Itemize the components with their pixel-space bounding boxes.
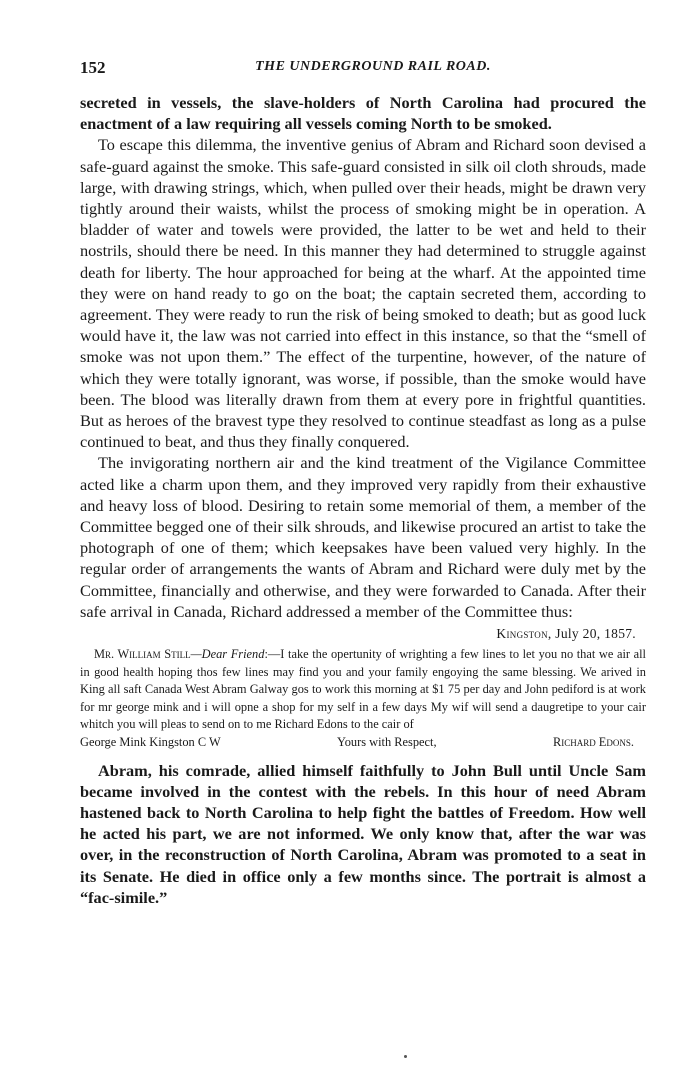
letter-closing-phrase: Yours with Respect, bbox=[337, 735, 437, 750]
page-number: 152 bbox=[80, 58, 106, 77]
letter-body bbox=[80, 646, 646, 734]
letter-salutation: —Dear Friend bbox=[190, 647, 265, 662]
book-title: THE UNDERGROUND RAIL ROAD. bbox=[255, 59, 491, 74]
letter-closing-address: George Mink Kingston C W bbox=[80, 735, 221, 750]
dateline-date: July 20, 1857. bbox=[555, 626, 636, 642]
dateline-place: Kingston, bbox=[496, 626, 552, 642]
paragraph-continuation: secreted in vessels, the slave-holders of North Carolina had procured the enactment of a law requiring all vessels coming North to be smoked. bbox=[80, 93, 646, 134]
letter-signature: Richard Edons. bbox=[552, 735, 634, 750]
letter-body-text: I take the opertunity of wrighting a few lines to let you no that we air all in good health hoping thos few lines may find you and your family engoying the same blessing. We arived in King all saft Canada West Abram Galway gos to work this morning at $1 75 per day and John pediford is at work for mr george mink and i will opne a shop for my self in a few days My wif will send a daugretipe to your cair whitch you will pleas to send on to me Richard Edons to the cair of bbox=[80, 647, 646, 732]
running-head bbox=[80, 58, 646, 82]
paragraph-vigilance-committee: The invigorating northern air and the kind treatment of the Vigilance Committee acted like a charm upon them, and they improved very rapidly from their exhaustive and heavy loss of blood. Desiring to retain some memorial of them, a member of the Committee begged one of their silk shrouds, and likewise procured an artist to take the photograph of one of them; which keepsakes have been valued very highly. In the regular order of arrangements the wants of Abram and Richard were duly met by the Committee, financially and otherwise, and they were forwarded to Canada. After their safe arrival in Canada, Richard addressed a member of the Committee thus: bbox=[80, 453, 646, 621]
book-page bbox=[80, 58, 646, 908]
letter-salutation-punct: :— bbox=[264, 647, 281, 662]
page-mark bbox=[404, 1055, 407, 1058]
quoted-letter bbox=[80, 646, 646, 752]
paragraph-abram-fate: Abram, his comrade, allied himself faithfully to John Bull until Uncle Sam became involved in the contest with the rebels. In this hour of need Abram hastened back to North Carolina to help fight the battles of Freedom. How well he acted his part, we are not informed. We only know that, after the war was over, in the reconstruction of North Carolina, Abram was promoted to a seat in its Senate. He died in office only a few months since. The portrait is almost a “fac-simile.” bbox=[80, 760, 646, 907]
letter-addressee: Mr. William Still bbox=[94, 647, 191, 662]
letter-dateline bbox=[80, 624, 636, 644]
paragraph-safeguard: To escape this dilemma, the inventive genius of Abram and Richard soon devised a safe-guard against the smoke. This safe-guard consisted in silk oil cloth shrouds, made large, with drawing strings, which, when pulled over their heads, might be drawn very tightly around their waists, whilst the process of smoking might be in operation. A bladder of water and towels were provided, the latter to be wet and held to their nostrils, should there be need. In this manner they had determined to struggle against death for liberty. The hour approached for being at the wharf. At the appointed time they were on hand ready to go on the boat; the captain secreted them, according to agreement. They were ready to run the risk of being smoked to death; but as good luck would have it, the law was not carried into effect in this instance, so that the “smell of smoke was not upon them.” The effect of the turpentine, however, of the nature of which they were totally ignorant, was worse, if possible, than the smoke would have been. The blood was literally drawn from them at every pore in frightful quantities. But as heroes of the bravest type they resolved to continue steadfast as long as a pulse continued to beat, and thus they finally conquered. bbox=[80, 135, 646, 452]
letter-closing bbox=[80, 734, 646, 752]
